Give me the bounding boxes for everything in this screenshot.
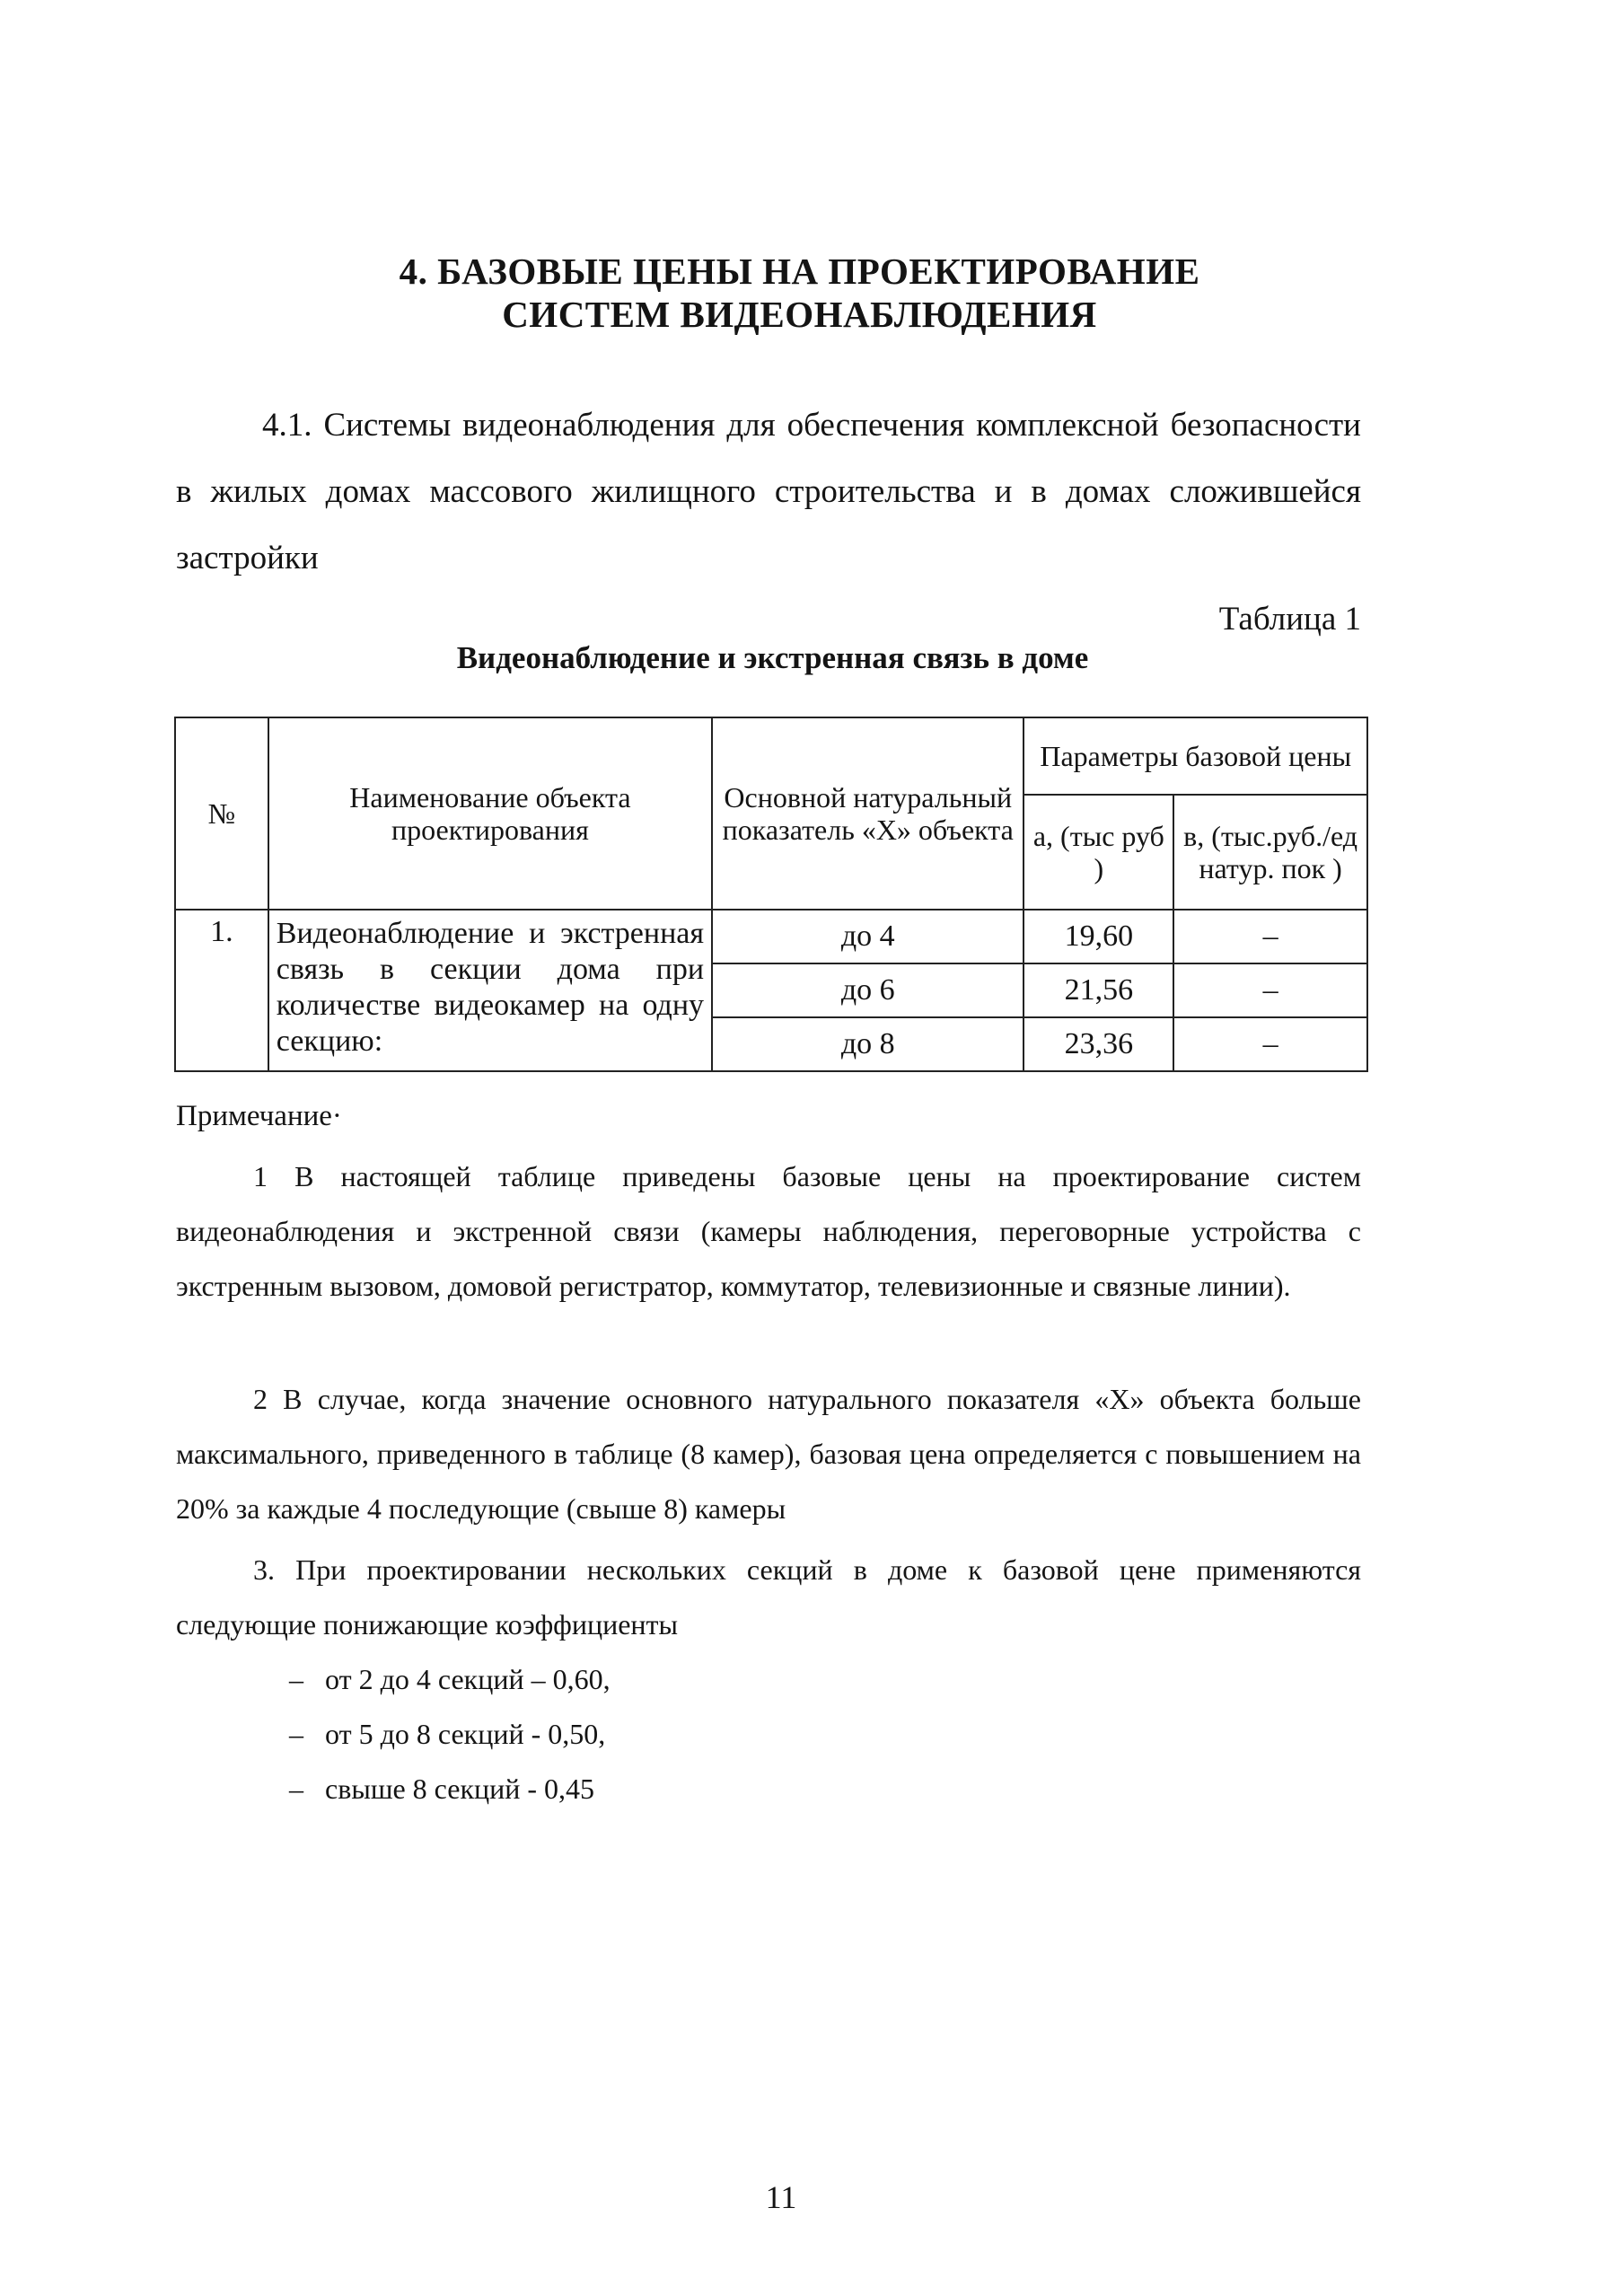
- section-heading-line-2: СИСТЕМ ВИДЕОНАБЛЮДЕНИЯ: [502, 294, 1097, 335]
- coefficient-list: [289, 1652, 611, 1817]
- note-3: 3. При проектировании нескольких секций в доме к базовой цене применяются следующие понижающие коэффициенты: [176, 1553, 1361, 1641]
- row-indicator-2: до 6: [712, 963, 1024, 1017]
- row-price-b-1: –: [1173, 910, 1367, 963]
- header-number: №: [175, 717, 268, 910]
- row-price-a-1: 19,60: [1024, 910, 1173, 963]
- header-param-b: в, (тыс.руб./ед натур. пок ): [1173, 795, 1367, 910]
- row-price-b-3: –: [1173, 1017, 1367, 1071]
- note-1: 1 В настоящей таблице приведены базовые цены на проектирование систем видеонаблюдения и экстренной связи (камеры наблюдения, переговорные устройства с экстренным вызовом, домовой регистратор, коммутатор, телевизионные и связные линии).: [176, 1160, 1361, 1302]
- row-object-name: Видеонаблюдение и экстренная связь в секции дома при количестве видеокамер на одну секцию:: [268, 910, 712, 1071]
- page-number: 11: [765, 2179, 797, 2215]
- list-item: – от 5 до 8 секций - 0,50,: [289, 1718, 606, 1750]
- header-param-a: а, (тыс руб ): [1024, 795, 1173, 910]
- row-price-a-2: 21,56: [1024, 963, 1173, 1017]
- note-2: 2 В случае, когда значение основного натурального показателя «X» объекта больше максимального, приведенного в таблице (8 камер), базовая цена определяется с повышением на 20% за каждые 4 последующие (свыше 8) камеры: [176, 1383, 1361, 1525]
- header-price-params: Параметры базовой цены: [1024, 717, 1367, 795]
- header-indicator: Основной натуральный показатель «X» объекта: [712, 717, 1024, 910]
- table-caption: Видеонаблюдение и экстренная связь в доме: [456, 640, 1089, 675]
- row-price-b-2: –: [1173, 963, 1367, 1017]
- section-heading-line-1: 4. БАЗОВЫЕ ЦЕНЫ НА ПРОЕКТИРОВАНИЕ: [399, 251, 1200, 292]
- notes-title: Примечание·: [176, 1100, 342, 1132]
- row-indicator-1: до 4: [712, 910, 1024, 963]
- row-price-a-3: 23,36: [1024, 1017, 1173, 1071]
- intro-paragraph: 4.1. Системы видеонаблюдения для обеспечения комплексной безопасности в жилых домах массового жилищного строительства и в домах сложившейся застройки: [176, 407, 1361, 576]
- list-item: – от 2 до 4 секций – 0,60,: [289, 1663, 611, 1695]
- table-label: Таблица 1: [1218, 601, 1361, 638]
- header-object-name: Наименование объекта проектирования: [268, 717, 712, 910]
- row-number: 1.: [175, 910, 268, 1071]
- price-table: [174, 717, 1368, 1072]
- list-item: – свыше 8 секций - 0,45: [289, 1773, 595, 1805]
- row-indicator-3: до 8: [712, 1017, 1024, 1071]
